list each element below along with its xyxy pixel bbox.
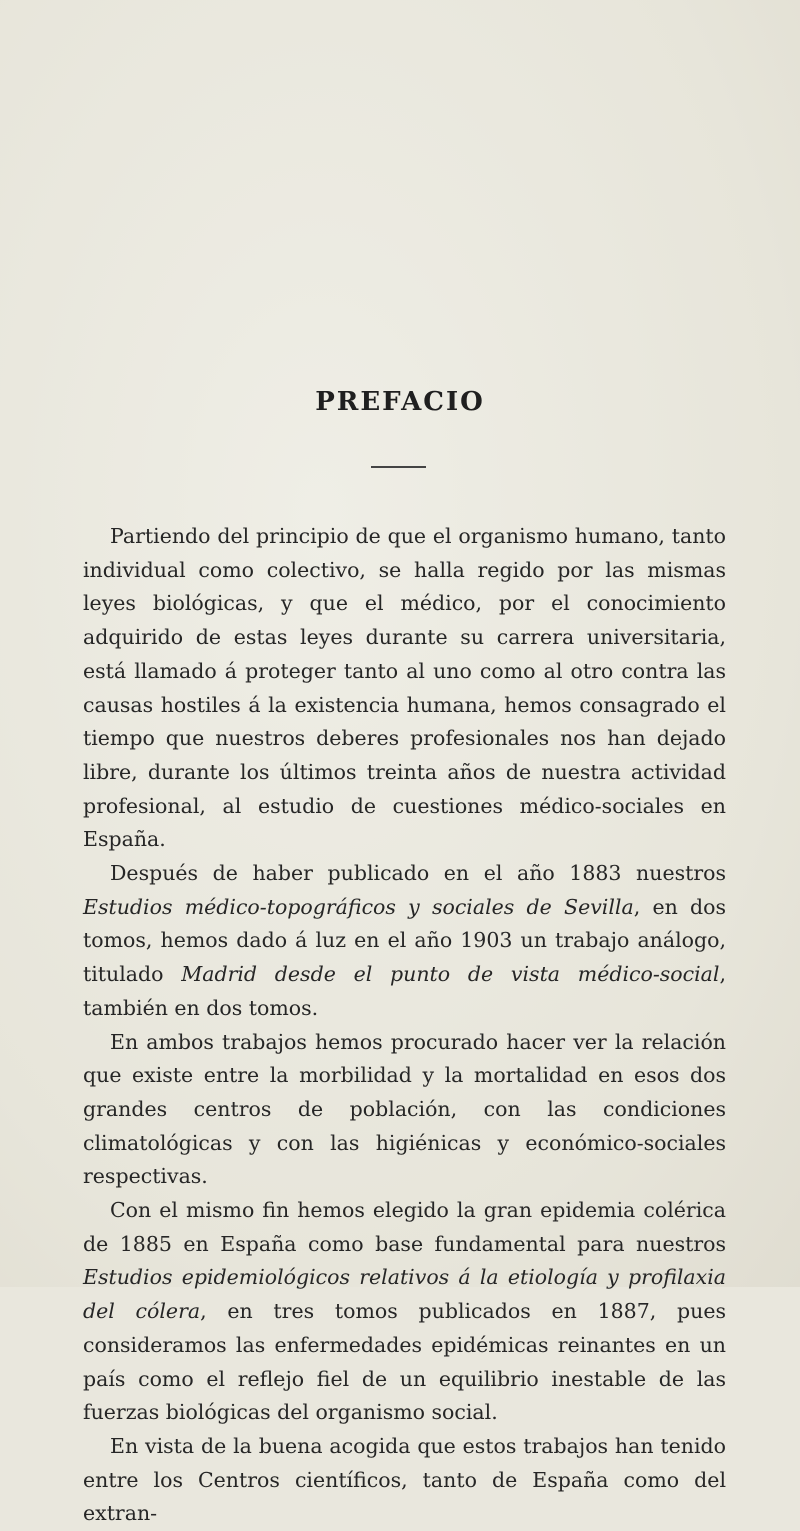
page-title: PREFACIO [315,387,485,417]
paragraph-text: Partiendo del principio de que el organismo humano, tanto individual como colectivo, se halla regido por las mismas leyes biológicas, y que el médico, por el conocimiento adquirido de estas leyes durante su carrera universitaria, está llamado á proteger tanto al uno como al otro contra las causas hostiles á la existencia humana, hemos consagrado el tiempo que nuestros deberes profesionales nos han dejado libre, durante los últimos treinta años de nuestra actividad profesional, al estudio de cuestiones médico-sociales en España. [83,524,726,852]
paragraph [83,1194,726,1430]
paragraph-text: Con el mismo fin hemos elegido la gran epidemia colérica de 1885 en España como base fundamental para nuestros [83,1198,726,1256]
italic-title: Estudios epidemiológicos relativos á la etiología y profilaxia del cólera [83,1265,726,1324]
paragraph-text: , en tres tomos publicados en 1887, pues consideramos las enfermedades epidémicas reinantes en un país como el reflejo fiel de un equilibrio inestable de las fuerzas biológicas del organismo social. [83,1299,726,1425]
paragraph-text: , también en dos tomos. [83,962,726,1020]
paragraph-text: En ambos trabajos hemos procurado hacer ver la relación que existe entre la morbilidad y la mortalidad en esos dos grandes centros de población, con las condiciones climatológicas y con las higiénicas y económico-sociales respectivas. [83,1029,726,1189]
body-text [83,520,726,1531]
italic-title: Estudios médico-topográficos y sociales de Sevilla [83,894,634,919]
title-divider [371,466,426,468]
paragraph [83,857,726,1026]
paragraph-text: En vista de la buena acogida que estos trabajos han tenido entre los Centros científicos, tanto de España como del extran- [83,1433,726,1526]
paragraph-text: , en dos tomos, hemos dado á luz en el año 1903 un trabajo análogo, titulado [83,894,726,987]
paragraph [83,1430,726,1531]
paragraph [83,520,726,857]
paragraph-text: Después de haber publicado en el año 1883 nuestros [110,861,726,886]
paragraph [83,1026,726,1195]
italic-title: Madrid desde el punto de vista médico-social [181,962,720,987]
